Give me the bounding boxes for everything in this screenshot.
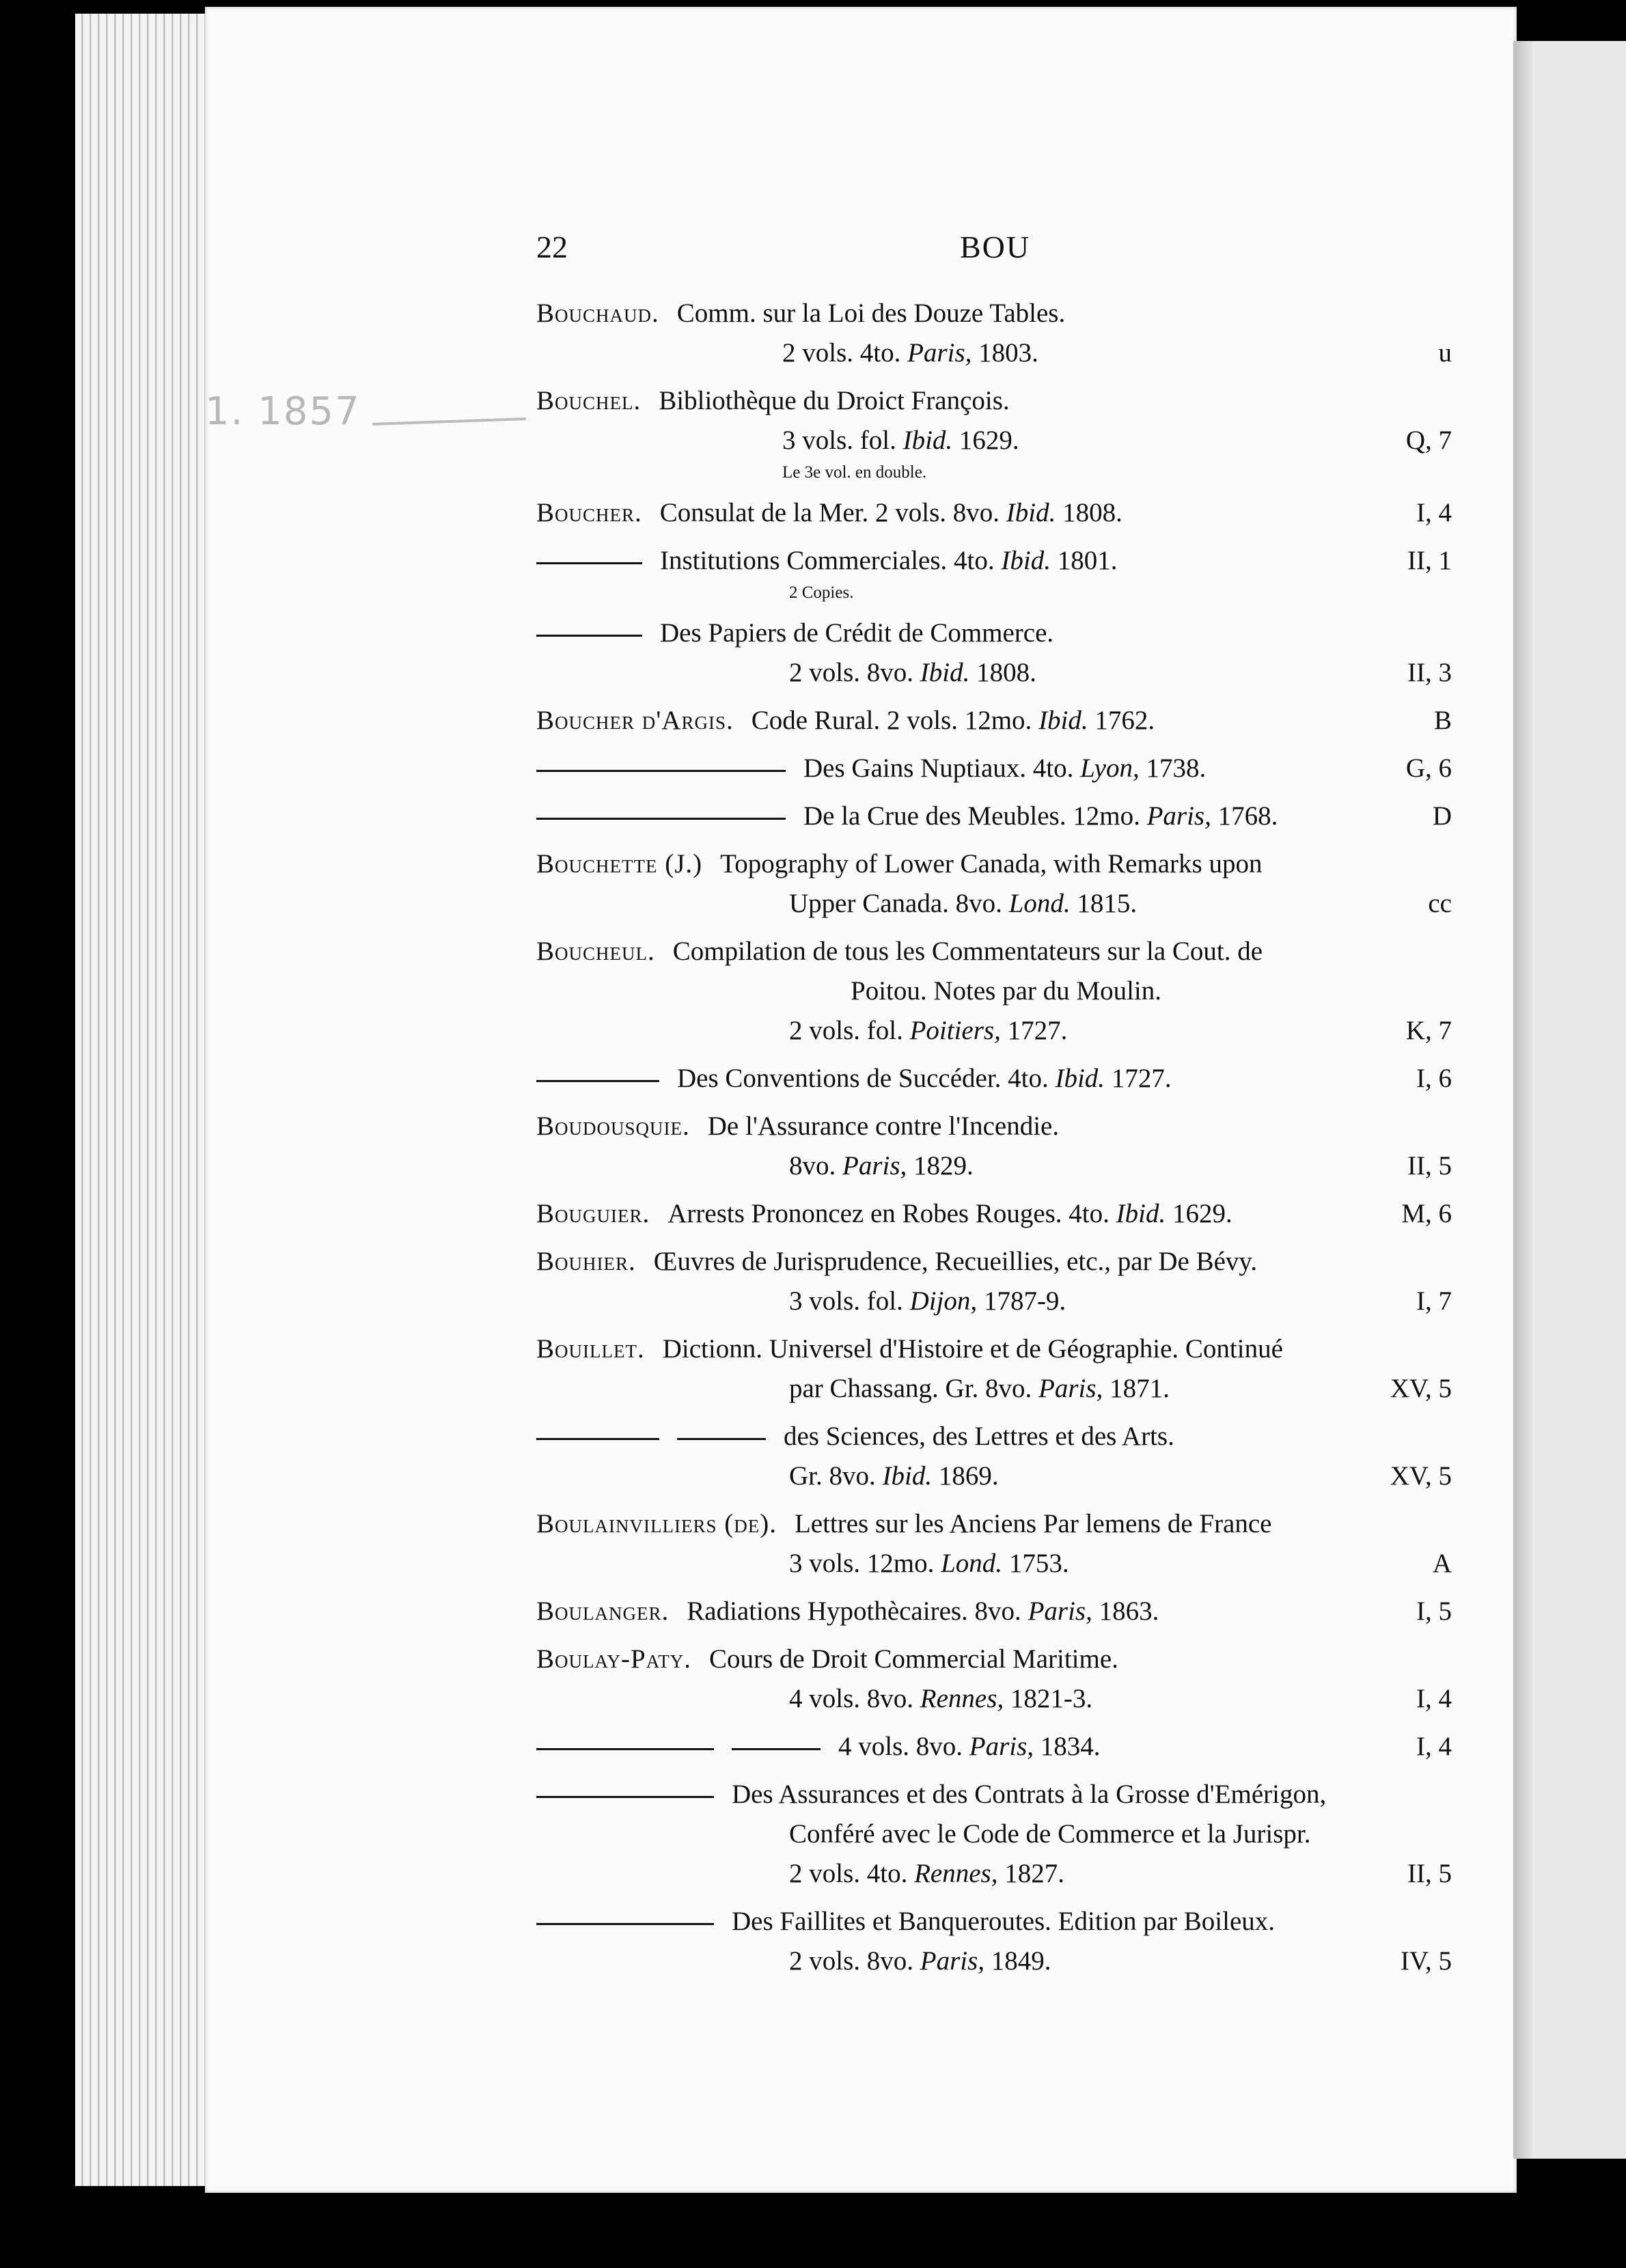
- entry-text: Conféré avec le Code de Commerce et la Jurispr.: [789, 1819, 1311, 1849]
- book-page-edges: [75, 14, 212, 2186]
- entry-text: 3 vols. fol.: [789, 1286, 910, 1316]
- entry-line: [536, 541, 1452, 581]
- entry-place: Poitiers,: [909, 1016, 1001, 1045]
- entry-author: Bouhier.: [536, 1247, 636, 1276]
- entry-place: Paris,: [842, 1151, 907, 1180]
- shelf-mark: G, 6: [1405, 753, 1452, 783]
- entry-line: [536, 749, 1452, 788]
- catalogue-entry: [536, 1592, 1452, 1631]
- catalogue-entry: [536, 1727, 1452, 1767]
- ditto-dash: [536, 818, 786, 820]
- entry-text: 3 vols. fol.: [782, 426, 903, 455]
- entry-line: [536, 932, 1452, 971]
- entry-author: Boulainvilliers (de).: [536, 1509, 777, 1538]
- shelf-mark: IV, 5: [1400, 1946, 1452, 1976]
- entry-year: 1738.: [1139, 753, 1207, 783]
- entry-text: 2 vols. 4to.: [789, 1859, 915, 1888]
- entry-place: Paris,: [920, 1946, 985, 1976]
- shelf-mark: B: [1433, 706, 1452, 735]
- entry-note: 2 Copies.: [789, 583, 854, 602]
- entry-note: [536, 460, 1452, 485]
- shelf-mark: I, 7: [1416, 1286, 1452, 1316]
- catalogue-entry: [536, 1329, 1452, 1409]
- entry-text: par Chassang. Gr. 8vo.: [789, 1374, 1039, 1403]
- catalogue-entry: [536, 1775, 1452, 1894]
- entry-year: 1808.: [1056, 498, 1122, 527]
- entry-text: Arrests Prononcez en Robes Rouges. 4to.: [667, 1199, 1116, 1228]
- entry-place: Ibid.: [1038, 706, 1088, 735]
- entry-year: 1768.: [1211, 801, 1278, 831]
- catalogue-entry: [536, 381, 1452, 485]
- entry-text: Comm. sur la Loi des Douze Tables.: [676, 299, 1066, 328]
- catalogue-entry: [536, 1504, 1452, 1584]
- entry-line: [536, 797, 1452, 836]
- ditto-dash: [677, 1438, 766, 1440]
- entry-line: [536, 1775, 1452, 1814]
- entry-place: Paris,: [907, 338, 972, 368]
- entry-line: [536, 1059, 1452, 1098]
- catalogue-entry: [536, 797, 1452, 836]
- entry-place: Ibid.: [920, 658, 970, 687]
- entry-line: [536, 613, 1452, 653]
- entry-author: Boucher.: [536, 498, 642, 527]
- shelf-mark: XV, 5: [1390, 1374, 1452, 1403]
- shelf-mark: D: [1432, 801, 1452, 831]
- entry-place: Ibid.: [1001, 546, 1051, 575]
- entry-line: [536, 653, 1452, 693]
- entry-line: [536, 1107, 1452, 1146]
- catalogue-entry: [536, 1640, 1452, 1719]
- entry-author: Bouguier.: [536, 1199, 650, 1228]
- entry-place: Ibid.: [1116, 1199, 1166, 1228]
- page-number: 22: [536, 230, 568, 264]
- margin-pencil-note: 1. 1857: [205, 389, 361, 434]
- entry-text: 8vo.: [789, 1151, 842, 1180]
- catalogue-entry: [536, 1059, 1452, 1098]
- entry-text: Poitou. Notes par du Moulin.: [851, 976, 1161, 1006]
- shelf-mark: M, 6: [1401, 1199, 1452, 1228]
- shelf-mark: A: [1432, 1549, 1452, 1578]
- entry-line: [536, 1854, 1452, 1894]
- entry-year: 1803.: [972, 338, 1038, 368]
- ditto-dash: [536, 562, 642, 564]
- catalogue-entry: [536, 493, 1452, 533]
- entry-text: Institutions Commerciales. 4to.: [660, 546, 1002, 575]
- entry-text: Radiations Hypothècaires. 8vo.: [687, 1596, 1028, 1626]
- entry-text: Œuvres de Jurisprudence, Recueillies, etc., par De Bévy.: [653, 1247, 1258, 1276]
- entry-year: 1753.: [1002, 1549, 1069, 1578]
- entry-line: [536, 1417, 1452, 1456]
- entry-place: Lond.: [941, 1549, 1003, 1578]
- entry-year: 1834.: [1034, 1732, 1101, 1761]
- entry-note: [536, 581, 1452, 605]
- entry-line: [536, 1282, 1452, 1321]
- shelf-mark: II, 3: [1407, 658, 1452, 687]
- entry-text: 2 vols. 8vo.: [789, 658, 920, 687]
- entry-line: [536, 1544, 1452, 1584]
- entry-line: [536, 1329, 1452, 1369]
- entry-place: Paris,: [1028, 1596, 1092, 1626]
- shelf-mark: cc: [1428, 889, 1452, 918]
- catalogue-entry: [536, 1902, 1452, 1981]
- entry-line: [536, 1456, 1452, 1496]
- entry-line: [536, 1242, 1452, 1282]
- entry-text: Code Rural. 2 vols. 12mo.: [751, 706, 1039, 735]
- entry-text: Des Conventions de Succéder. 4to.: [677, 1064, 1056, 1093]
- entry-author: Bouchel.: [536, 386, 642, 415]
- entry-year: 1787-9.: [977, 1286, 1066, 1316]
- shelf-mark: II, 5: [1407, 1859, 1452, 1888]
- page-header: [536, 229, 1459, 270]
- running-head: BOU: [960, 230, 1031, 264]
- entry-author: Bouchette (J.): [536, 849, 703, 879]
- entry-text: Des Gains Nuptiaux. 4to.: [803, 753, 1081, 783]
- ditto-dash: [536, 1438, 659, 1440]
- catalogue-entry: [536, 1417, 1452, 1496]
- entry-year: 1762.: [1088, 706, 1155, 735]
- shelf-mark: I, 4: [1416, 1684, 1452, 1713]
- entry-text: 2 vols. 8vo.: [789, 1946, 920, 1976]
- ditto-dash: [536, 1080, 659, 1082]
- entry-line: [536, 1727, 1452, 1767]
- entry-year: 1727.: [1000, 1016, 1068, 1045]
- entry-line: [536, 1369, 1452, 1409]
- catalogue-entry: [536, 541, 1452, 605]
- entry-place: Ibid.: [902, 426, 953, 455]
- entry-text: De l'Assurance contre l'Incendie.: [707, 1111, 1060, 1141]
- entry-line: [536, 1902, 1452, 1941]
- entry-year: 1629.: [1166, 1199, 1232, 1228]
- shelf-mark: I, 6: [1416, 1064, 1452, 1093]
- ditto-dash: [536, 1748, 714, 1750]
- ditto-dash: [536, 1796, 714, 1798]
- entry-author: Boulanger.: [536, 1596, 670, 1626]
- entry-text: 4 vols. 8vo.: [789, 1684, 920, 1713]
- shelf-mark: u: [1438, 338, 1452, 368]
- entry-line: [536, 421, 1452, 460]
- entry-text: Des Faillites et Banqueroutes. Edition par Boileux.: [732, 1907, 1276, 1936]
- entry-year: 1821-3.: [1004, 1684, 1093, 1713]
- entry-place: Dijon,: [909, 1286, 978, 1316]
- entry-text: Des Papiers de Crédit de Commerce.: [660, 618, 1054, 648]
- entry-year: 1801.: [1050, 546, 1118, 575]
- entry-year: 1727.: [1105, 1064, 1172, 1093]
- catalogue-entry: [536, 1107, 1452, 1186]
- entry-place: Ibid.: [1006, 498, 1056, 527]
- shelf-mark: II, 1: [1407, 546, 1452, 575]
- entry-text: 2 vols. 4to.: [782, 338, 908, 368]
- entry-text: Dictionn. Universel d'Histoire et de Géographie. Continué: [662, 1334, 1283, 1364]
- entry-place: Ibid.: [1055, 1064, 1105, 1093]
- shelf-mark: II, 5: [1407, 1151, 1452, 1180]
- entry-line: [536, 381, 1452, 421]
- catalogue-entry: [536, 932, 1452, 1051]
- entry-year: 1629.: [952, 426, 1019, 455]
- entry-year: 1829.: [907, 1151, 974, 1180]
- entry-text: De la Crue des Meubles. 12mo.: [803, 801, 1147, 831]
- catalogue-entry: [536, 613, 1452, 693]
- entry-place: Ibid.: [882, 1461, 933, 1491]
- entry-text: Cours de Droit Commercial Maritime.: [708, 1644, 1118, 1674]
- shelf-mark: K, 7: [1405, 1016, 1452, 1045]
- facing-page-edge: [1513, 41, 1626, 2159]
- entry-line: [536, 1941, 1452, 1981]
- shelf-mark: I, 5: [1416, 1596, 1452, 1626]
- entry-place: Rennes,: [914, 1859, 998, 1888]
- entry-line: [536, 1011, 1452, 1051]
- entry-year: 1815.: [1070, 889, 1138, 918]
- shelf-mark: I, 4: [1416, 498, 1452, 527]
- ditto-dash: [536, 635, 642, 637]
- entry-author: Boulay-Paty.: [536, 1644, 691, 1674]
- entry-line: [536, 971, 1452, 1011]
- entry-text: des Sciences, des Lettres et des Arts.: [784, 1422, 1174, 1451]
- entry-text: Topography of Lower Canada, with Remarks upon: [720, 849, 1263, 879]
- entry-line: [536, 1679, 1452, 1719]
- entry-line: [536, 1640, 1452, 1679]
- entry-line: [536, 844, 1452, 884]
- catalogue-entry: [536, 294, 1452, 373]
- entry-line: [536, 1504, 1452, 1544]
- entry-text: Consulat de la Mer. 2 vols. 8vo.: [659, 498, 1006, 527]
- entry-author: Boucheul.: [536, 937, 655, 966]
- entry-place: Lond.: [1008, 889, 1071, 918]
- entry-place: Paris,: [969, 1732, 1034, 1761]
- shelf-mark: I, 4: [1416, 1732, 1452, 1761]
- entry-text: Des Assurances et des Contrats à la Grosse d'Emérigon,: [732, 1780, 1327, 1809]
- catalogue-entry: [536, 701, 1452, 741]
- entry-author: Boudousquie.: [536, 1111, 690, 1141]
- entry-text: 2 vols. fol.: [789, 1016, 910, 1045]
- catalogue-entry: [536, 749, 1452, 788]
- entry-line: [536, 333, 1452, 373]
- entry-year: 1871.: [1103, 1374, 1170, 1403]
- entry-line: [536, 701, 1452, 741]
- entry-author: Bouillet.: [536, 1334, 645, 1364]
- ditto-dash: [536, 1923, 714, 1925]
- entry-line: [536, 1146, 1452, 1186]
- catalogue-entry: [536, 1194, 1452, 1234]
- entry-line: [536, 1194, 1452, 1234]
- entry-place: Paris,: [1146, 801, 1211, 831]
- entry-place: Paris,: [1038, 1374, 1103, 1403]
- entry-year: 1863.: [1092, 1596, 1159, 1626]
- entry-author: Bouchaud.: [536, 299, 659, 328]
- entry-text: Compilation de tous les Commentateurs sur la Cout. de: [672, 937, 1263, 966]
- entry-year: 1869.: [932, 1461, 999, 1491]
- entry-text: Bibliothèque du Droict François.: [659, 386, 1010, 415]
- catalogue-entries: [536, 294, 1452, 1989]
- catalogue-entry: [536, 844, 1452, 924]
- entry-place: Lyon,: [1080, 753, 1140, 783]
- ditto-dash: [536, 770, 786, 772]
- entry-text: 4 vols. 8vo.: [838, 1732, 969, 1761]
- catalogue-entry: [536, 1242, 1452, 1321]
- entry-line: [536, 1592, 1452, 1631]
- entry-year: 1849.: [984, 1946, 1051, 1976]
- entry-note: Le 3e vol. en double.: [782, 463, 927, 482]
- entry-text: Upper Canada. 8vo.: [789, 889, 1009, 918]
- entry-line: [536, 294, 1452, 333]
- shelf-mark: XV, 5: [1390, 1461, 1452, 1491]
- entry-author: Boucher d'Argis.: [536, 706, 734, 735]
- entry-year: 1827.: [997, 1859, 1064, 1888]
- entry-place: Rennes,: [920, 1684, 1004, 1713]
- entry-line: [536, 493, 1452, 533]
- shelf-mark: Q, 7: [1405, 426, 1452, 455]
- entry-text: Lettres sur les Anciens Par lemens de France: [794, 1509, 1272, 1538]
- entry-line: [536, 1814, 1452, 1854]
- entry-year: 1808.: [969, 658, 1036, 687]
- entry-line: [536, 884, 1452, 924]
- entry-text: 3 vols. 12mo.: [789, 1549, 941, 1578]
- entry-text: Gr. 8vo.: [789, 1461, 883, 1491]
- ditto-dash: [732, 1748, 821, 1750]
